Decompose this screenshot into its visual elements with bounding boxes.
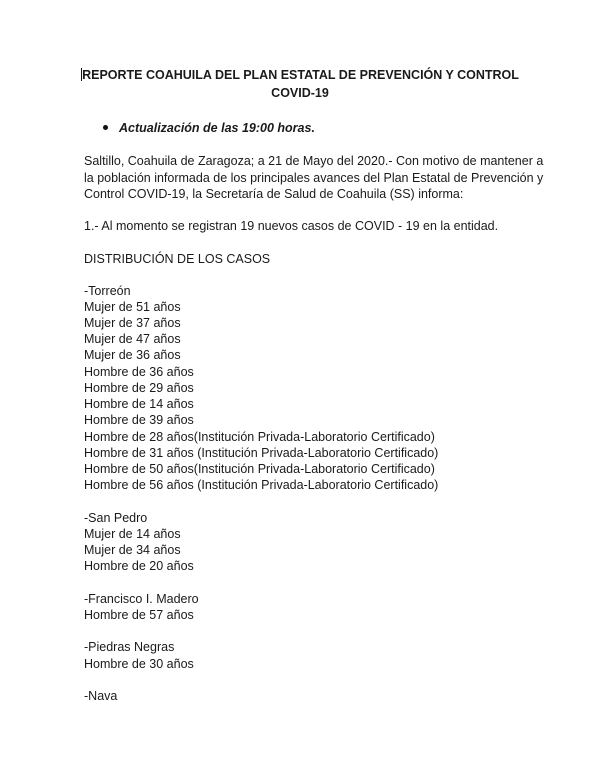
case-item: Hombre de 39 años bbox=[84, 413, 194, 427]
municipality-francisco-madero: -Francisco I. Madero bbox=[84, 592, 199, 606]
case-item: Hombre de 50 años(Institución Privada-Laboratorio Certificado) bbox=[84, 462, 435, 476]
case-item: Hombre de 36 años bbox=[84, 365, 194, 379]
title-line-2: COVID-19 bbox=[271, 86, 329, 100]
title-line-1: REPORTE COAHUILA DEL PLAN ESTATAL DE PREVENCIÓN Y CONTROL bbox=[82, 68, 519, 82]
case-item: Mujer de 51 años bbox=[84, 300, 181, 314]
update-time-text: Actualización de las 19:00 horas. bbox=[119, 121, 315, 135]
distribution-heading: DISTRIBUCIÓN DE LOS CASOS bbox=[84, 252, 271, 266]
case-item: Mujer de 36 años bbox=[84, 348, 181, 362]
case-item: Hombre de 56 años (Institución Privada-Laboratorio Certificado) bbox=[84, 478, 439, 492]
municipality-piedras-negras: -Piedras Negras bbox=[84, 640, 175, 654]
intro-line-2: la población informada de los principales avances del Plan Estatal de Prevención y bbox=[84, 171, 544, 185]
case-item: Hombre de 31 años (Institución Privada-Laboratorio Certificado) bbox=[84, 446, 439, 460]
case-item: Hombre de 57 años bbox=[84, 608, 194, 622]
case-item: Mujer de 47 años bbox=[84, 332, 181, 346]
case-item: Mujer de 37 años bbox=[84, 316, 181, 330]
update-bullet bbox=[103, 120, 315, 137]
case-item: Mujer de 34 años bbox=[84, 543, 181, 557]
municipality-nava: -Nava bbox=[84, 689, 118, 703]
document-title bbox=[60, 67, 540, 84]
bullet-icon bbox=[103, 125, 108, 130]
municipality-san-pedro: -San Pedro bbox=[84, 511, 148, 525]
case-item: Hombre de 28 años(Institución Privada-Laboratorio Certificado) bbox=[84, 430, 435, 444]
case-item: Hombre de 14 años bbox=[84, 397, 194, 411]
intro-line-1: Saltillo, Coahuila de Zaragoza; a 21 de Mayo del 2020.- Con motivo de mantener a bbox=[84, 154, 544, 168]
case-item: Hombre de 20 años bbox=[84, 559, 194, 573]
case-item: Mujer de 14 años bbox=[84, 527, 181, 541]
case-item: Hombre de 29 años bbox=[84, 381, 194, 395]
point-1: 1.- Al momento se registran 19 nuevos casos de COVID - 19 en la entidad. bbox=[84, 219, 499, 233]
municipality-torreon: -Torreón bbox=[84, 284, 131, 298]
case-item: Hombre de 30 años bbox=[84, 657, 194, 671]
intro-line-3: Control COVID-19, la Secretaría de Salud de Coahuila (SS) informa: bbox=[84, 187, 464, 201]
